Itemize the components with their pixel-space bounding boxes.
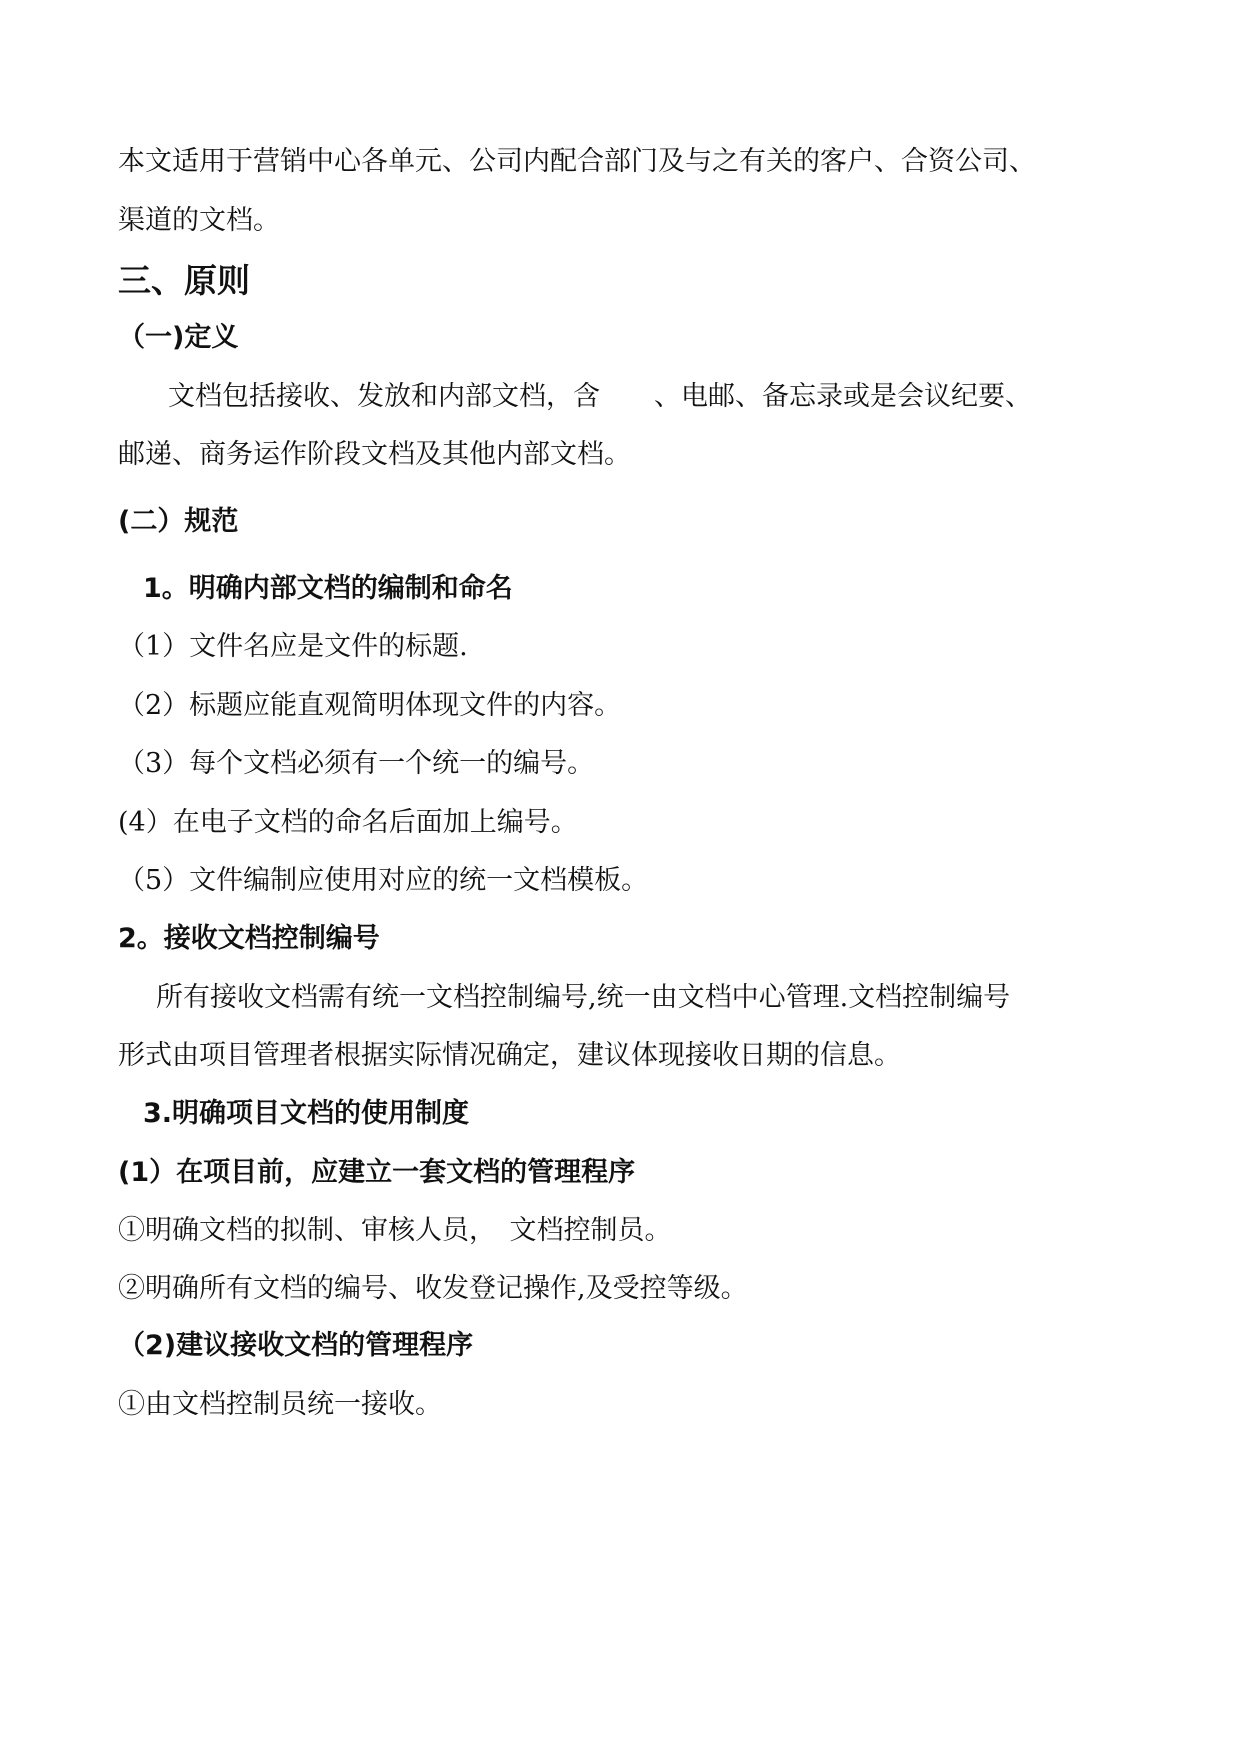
norms-item-3-sub-2-title: （2)建议接收文档的管理程序 (118, 1330, 474, 1361)
norms-item-3-sub-1-title: (1）在项目前，应建立一套文档的管理程序 (118, 1157, 636, 1188)
norms-item-1-point-4: (4）在电子文档的命名后面加上编号。 (118, 807, 578, 838)
definition-paragraph-line-1: 文档包括接收、发放和内部文档，含 、电邮、备忘录或是会议纪要、 (168, 381, 1032, 412)
definition-paragraph-line-2: 邮递、商务运作阶段文档及其他内部文档。 (118, 439, 631, 470)
scope-paragraph-line-1: 本文适用于营销中心各单元、公司内配合部门及与之有关的客户、合资公司、 (118, 146, 1036, 177)
norms-item-2-paragraph-line-1: 所有接收文档需有统一文档控制编号,统一由文档中心管理.文档控制编号 (156, 982, 1011, 1013)
subsection-title-norms: (二）规范 (118, 506, 239, 537)
norms-item-1-point-5: （5）文件编制应使用对应的统一文档模板。 (118, 865, 649, 896)
norms-item-1-point-1: （1）文件名应是文件的标题. (118, 631, 468, 662)
norms-item-2-title: 2。接收文档控制编号 (118, 923, 380, 954)
scope-paragraph-line-2: 渠道的文档。 (118, 205, 280, 236)
subsection-title-definition: （一)定义 (118, 322, 239, 353)
norms-item-1-point-2: （2）标题应能直观简明体现文件的内容。 (118, 690, 622, 721)
norms-item-2-paragraph-line-2: 形式由项目管理者根据实际情况确定，建议体现接收日期的信息。 (118, 1040, 901, 1071)
norms-item-1-point-3: （3）每个文档必须有一个统一的编号。 (118, 748, 595, 779)
section-title-principles: 三、原则 (118, 261, 250, 300)
norms-item-3-title: 3.明确项目文档的使用制度 (143, 1098, 470, 1129)
norms-item-3-sub-1-point-2: ②明确所有文档的编号、收发登记操作,及受控等级。 (118, 1273, 748, 1304)
norms-item-3-sub-2-point-1: ①由文档控制员统一接收。 (118, 1389, 442, 1420)
norms-item-3-sub-1-point-1: ①明确文档的拟制、审核人员， 文档控制员。 (118, 1215, 672, 1246)
norms-item-1-title: 1。明确内部文档的编制和命名 (143, 573, 513, 604)
